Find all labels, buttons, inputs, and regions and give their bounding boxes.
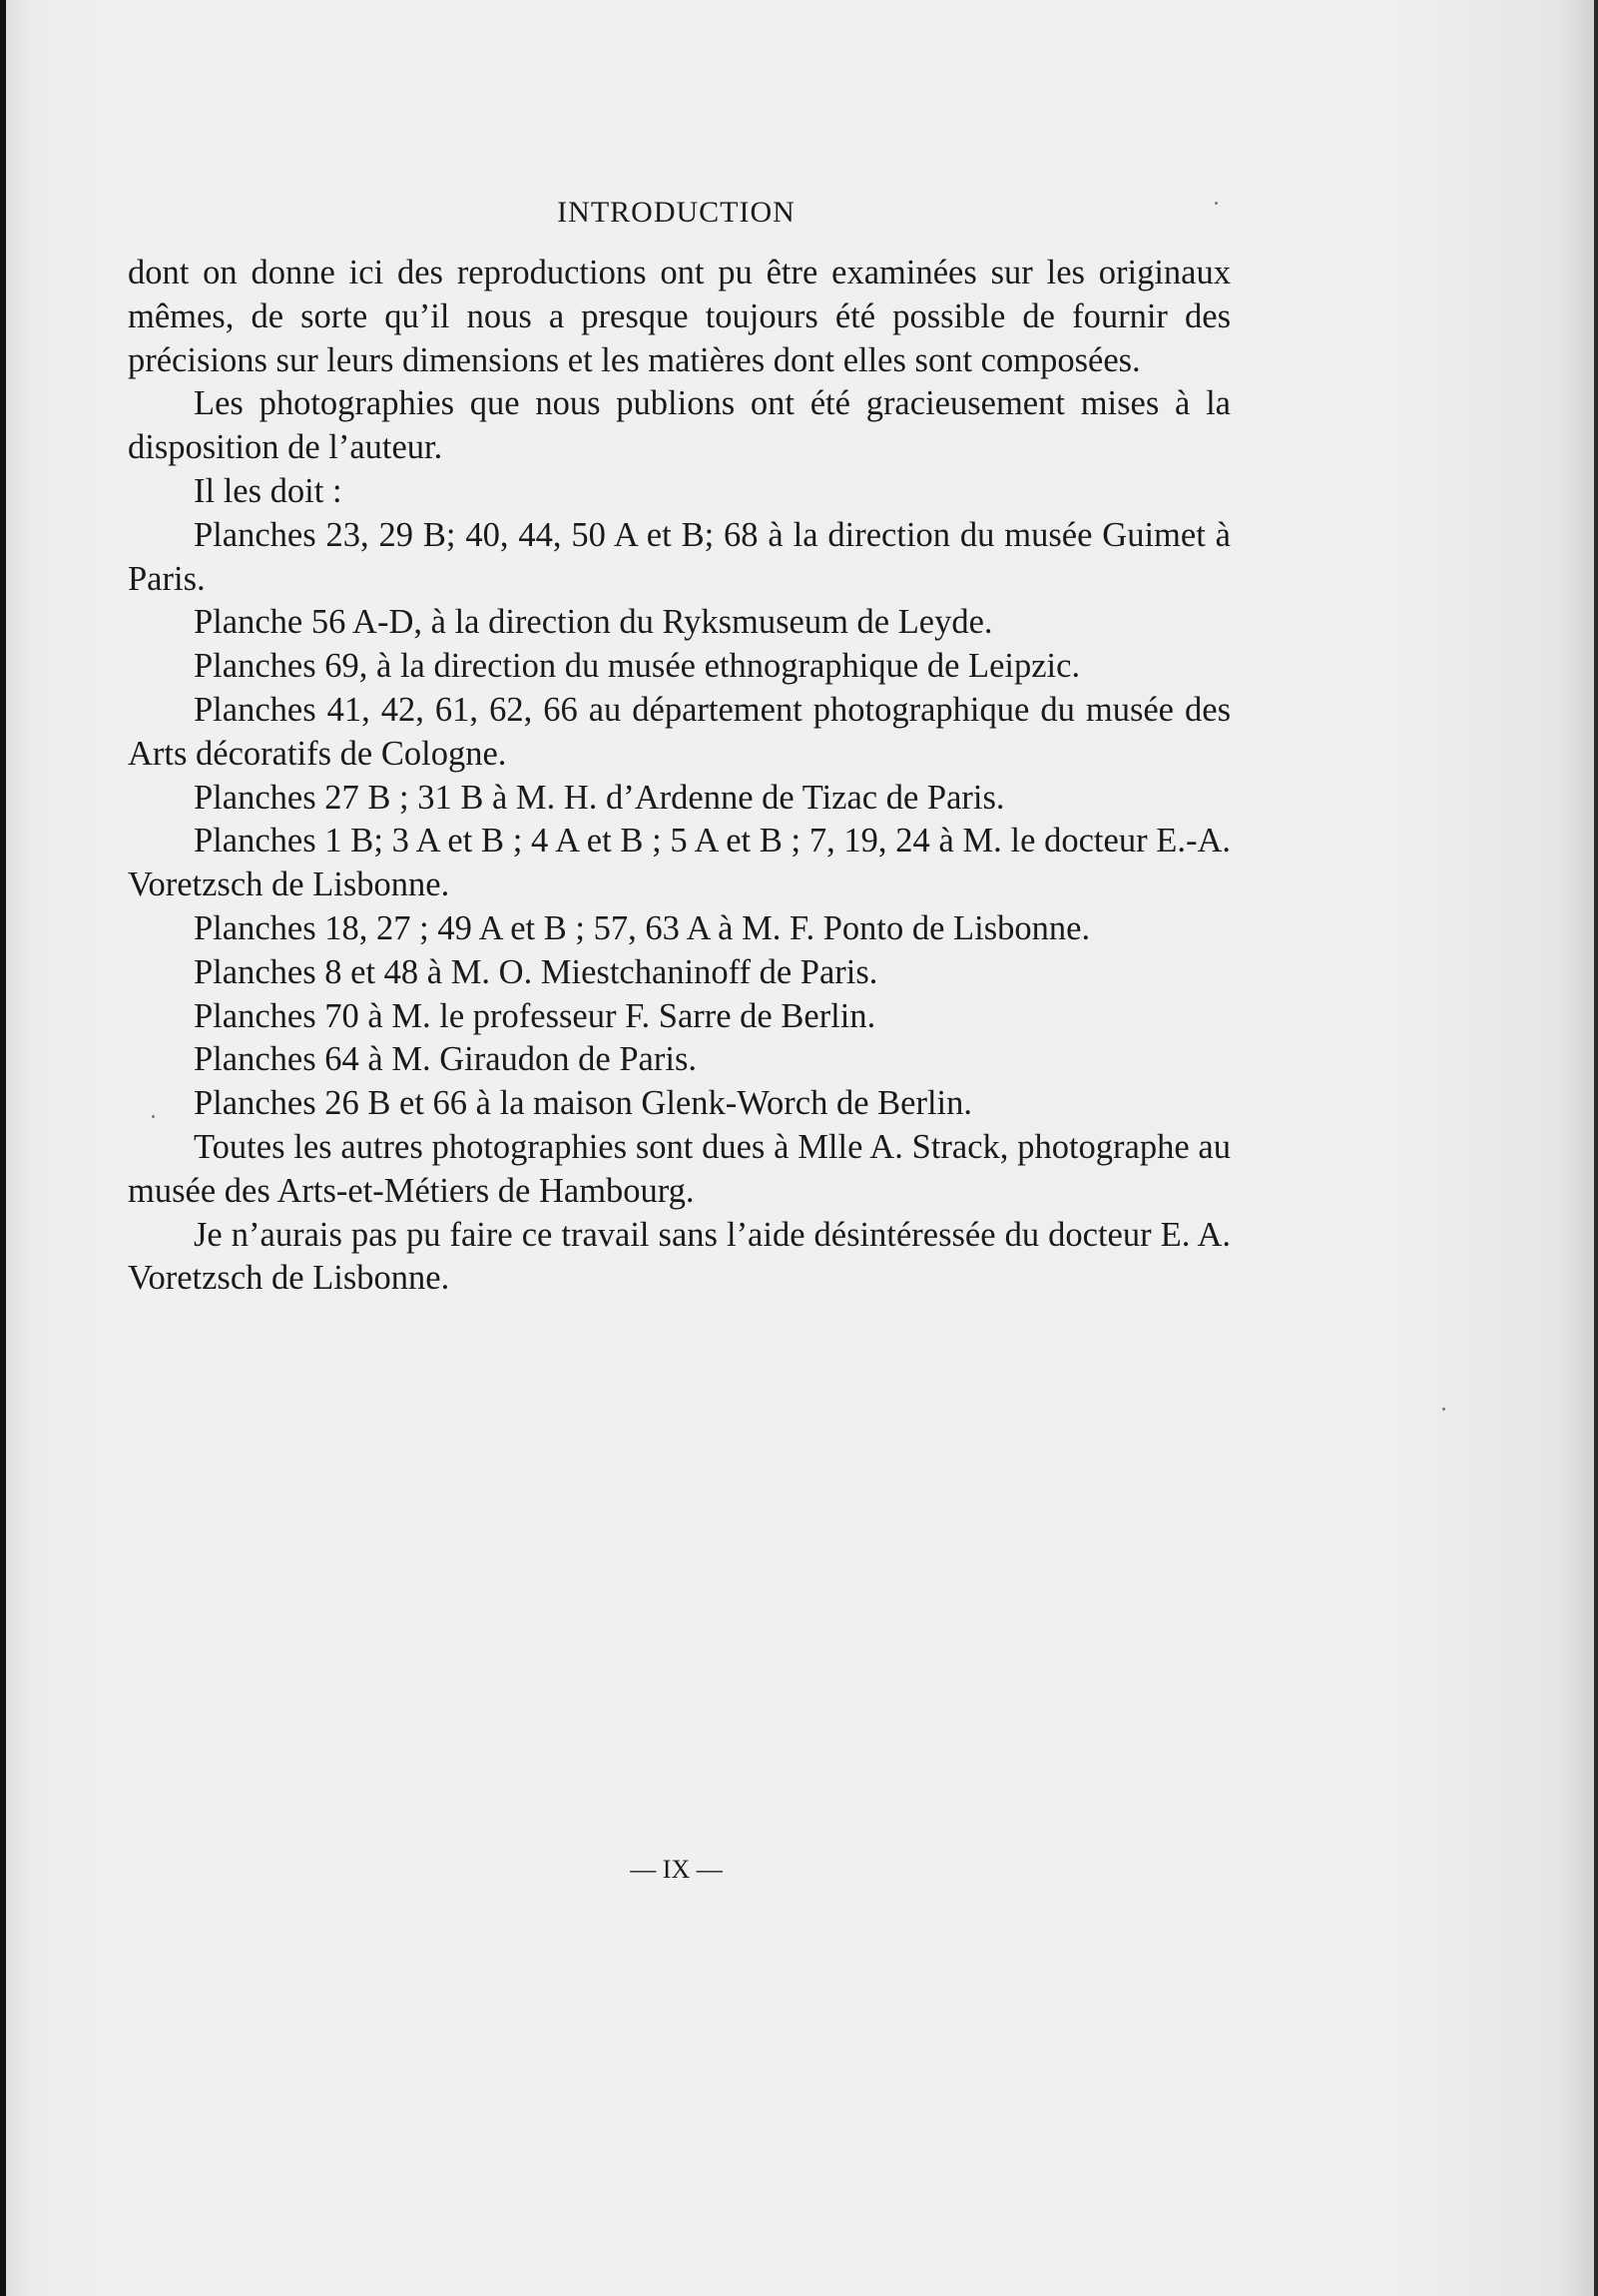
credit-item: Planches 1 B; 3 A et B ; 4 A et B ; 5 A et B ; 7, 19, 24 à M. le docteur E.-A. Voretzsch de Lisbonne. bbox=[128, 822, 1231, 904]
scan-edge-right bbox=[1594, 0, 1598, 2296]
credit-item: Planches 69, à la direction du musée ethnographique de Leipzic. bbox=[194, 647, 1081, 686]
paragraph-other-photographs: Toutes les autres photographies sont dues à Mlle A. Strack, photographe au musée des Arts-et-Métiers de Hambourg. bbox=[128, 1127, 1231, 1210]
page-number: — IX — bbox=[630, 1855, 723, 1884]
paragraph-credits-intro: Il les doit : bbox=[194, 471, 342, 510]
credit-item: Planches 64 à M. Giraudon de Paris. bbox=[194, 1040, 697, 1079]
credit-item: Planches 70 à M. le professeur F. Sarre de Berlin. bbox=[194, 996, 876, 1035]
credit-item: Planche 56 A-D, à la direction du Ryksmuseum de Leyde. bbox=[194, 603, 993, 642]
credit-item: Planches 41, 42, 61, 62, 66 au département photographique du musée des Arts décoratifs de Cologne. bbox=[128, 690, 1231, 773]
scan-edge-left bbox=[0, 0, 6, 2296]
scan-speck bbox=[1442, 1408, 1445, 1411]
paragraph-continuation: dont on donne ici des reproductions ont pu être examinées sur les originaux mêmes, de sorte qu’il nous a presque toujours été possible de fournir des précisions sur leurs dimensions et les matières dont elles sont composées. bbox=[128, 254, 1231, 379]
paragraph-acknowledgement: Je n’aurais pas pu faire ce travail sans l’aide désintéressée du docteur E. A. Voretzsch de Lisbonne. bbox=[128, 1215, 1231, 1298]
credit-item: Planches 26 B et 66 à la maison Glenk-Worch de Berlin. bbox=[194, 1084, 972, 1123]
credit-item: Planches 8 et 48 à M. O. Miestchaninoff de Paris. bbox=[194, 952, 878, 991]
body-text bbox=[128, 252, 1231, 1301]
credit-item: Planches 23, 29 B; 40, 44, 50 A et B; 68 à la direction du musée Guimet à Paris. bbox=[128, 515, 1231, 598]
running-head: INTRODUCTION bbox=[557, 196, 796, 229]
scan-speck bbox=[152, 1115, 155, 1118]
scan-speck bbox=[1215, 202, 1218, 205]
credit-item: Planches 27 B ; 31 B à M. H. d’Ardenne de Tizac de Paris. bbox=[194, 778, 1005, 817]
credit-item: Planches 18, 27 ; 49 A et B ; 57, 63 A à M. F. Ponto de Lisbonne. bbox=[194, 908, 1091, 947]
paragraph-photographs: Les photographies que nous publions ont été gracieusement mises à la disposition de l’auteur. bbox=[128, 384, 1231, 467]
